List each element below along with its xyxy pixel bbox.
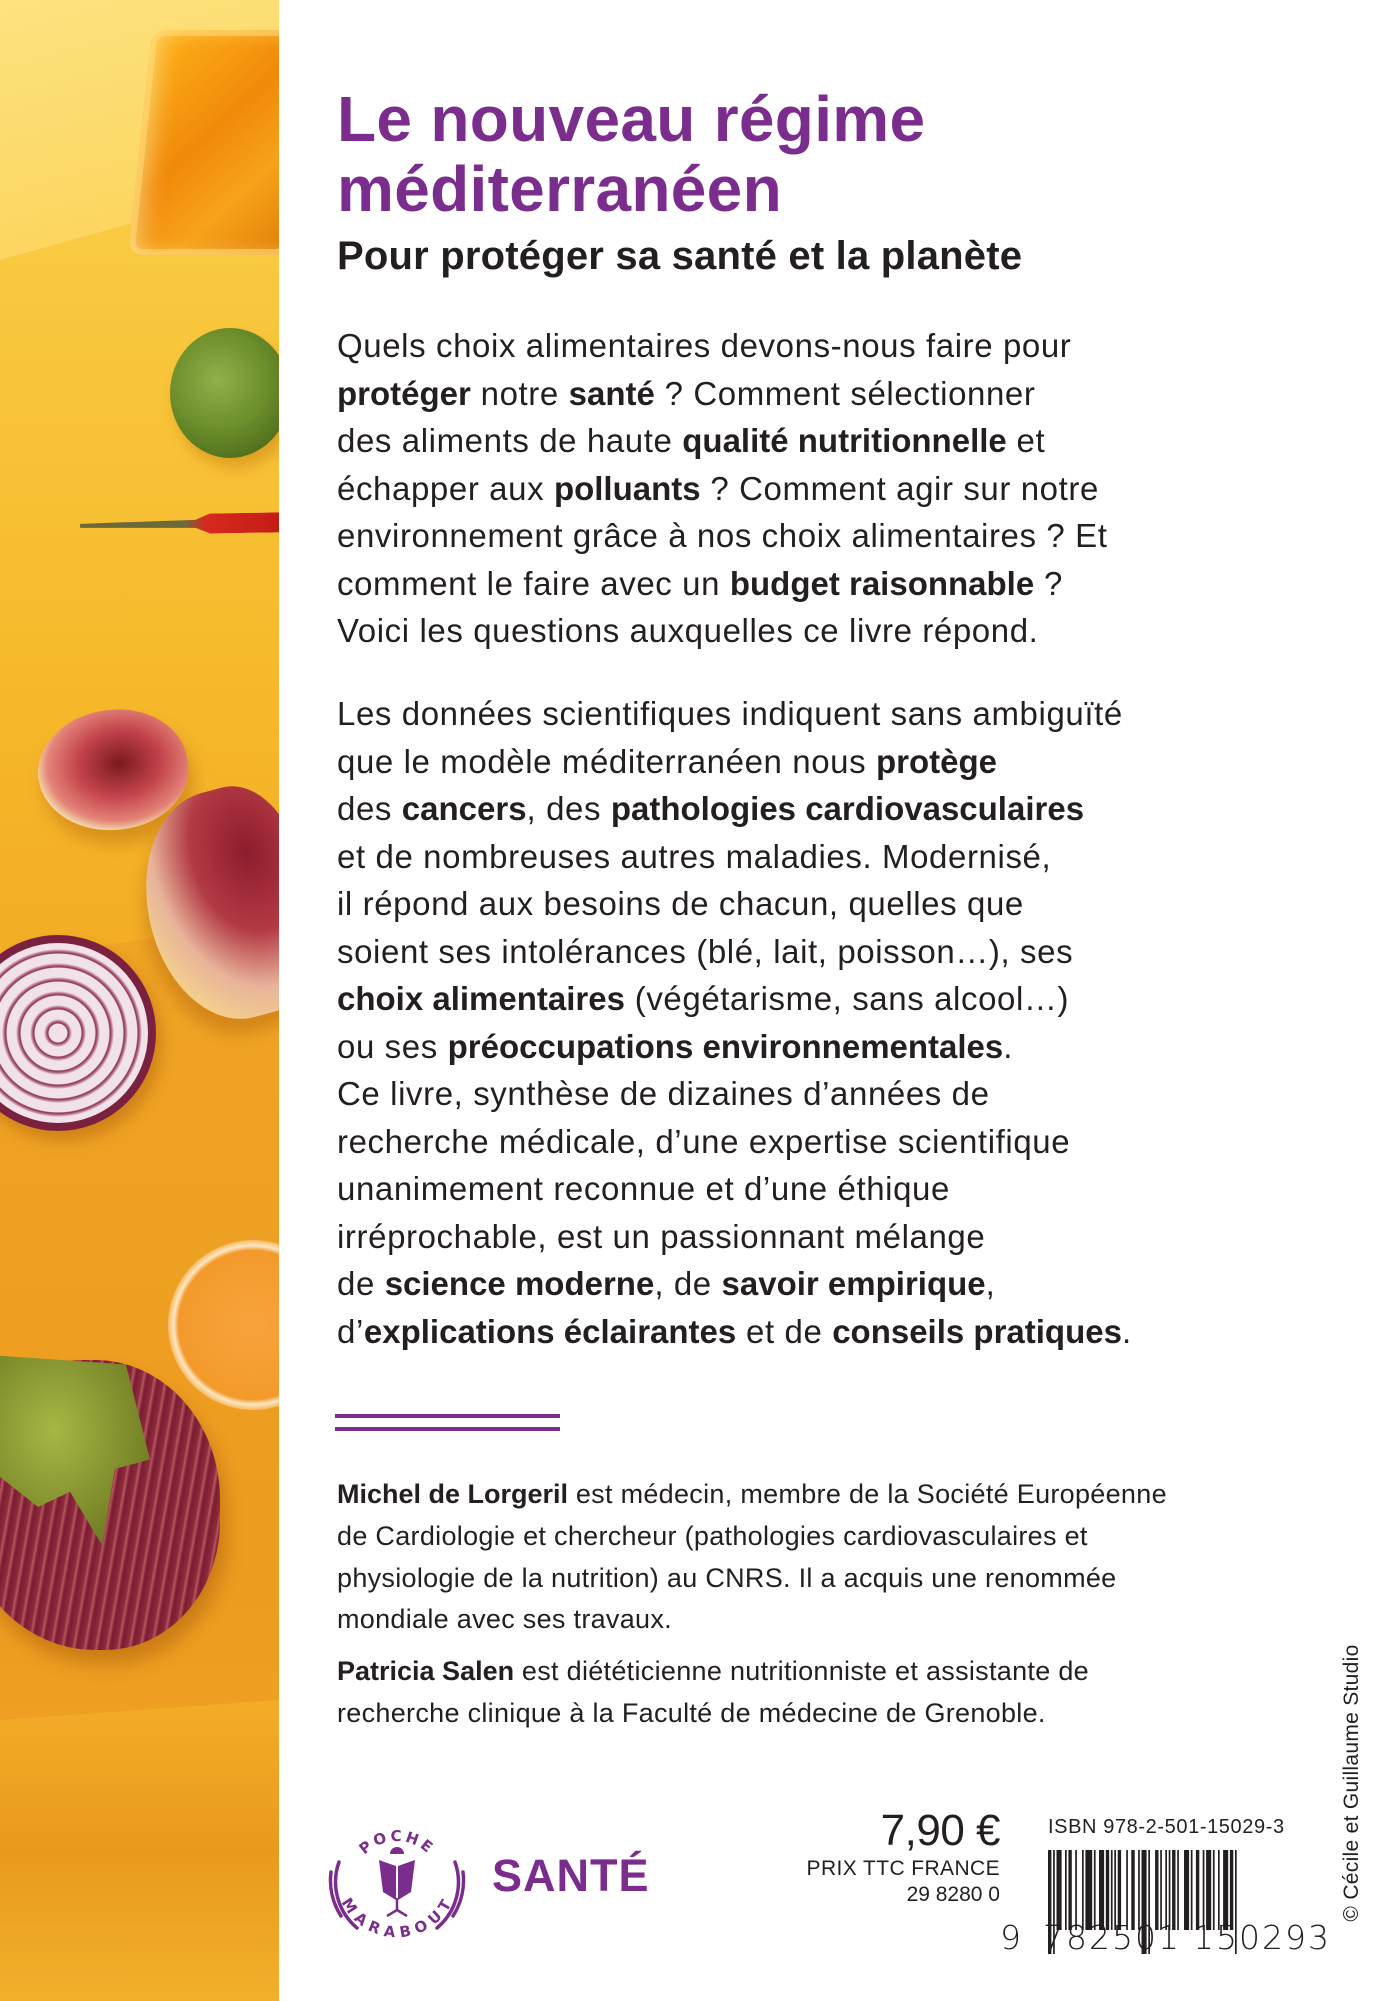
book-title	[337, 84, 925, 224]
emphasis-text: qualité nutritionnelle	[682, 422, 1007, 459]
body-text: (végétarisme, sans alcool…)	[624, 980, 1070, 1017]
emphasis-text: Patricia Salen	[337, 1656, 515, 1686]
price-label: PRIX TTC FRANCE	[806, 1857, 1000, 1880]
text-line	[337, 512, 1107, 560]
body-text: , des	[526, 790, 611, 827]
chili-pepper-image	[80, 512, 279, 536]
text-line	[337, 1260, 1132, 1308]
isbn-label: ISBN 978-2-501-15029-3	[1048, 1816, 1285, 1838]
body-text: Les données scientifiques indiquent sans ambiguïté	[337, 695, 1123, 732]
emphasis-text: budget raisonnable	[729, 564, 1035, 602]
price: 7,90 €	[880, 1806, 1000, 1855]
text-line	[337, 465, 1107, 513]
text-line	[337, 417, 1107, 465]
body-text: mondiale avec ses travaux.	[337, 1604, 672, 1635]
body-text: physiologie de la nutrition) au CNRS. Il a acquis une renommée	[337, 1562, 1117, 1593]
text-line	[337, 1213, 1132, 1261]
barcode-group-2: 150293	[1192, 1918, 1331, 1957]
body-text: est diététicienne nutritionniste et assistante de	[514, 1656, 1089, 1686]
body-text: ,	[985, 1265, 996, 1302]
text-line	[337, 880, 1132, 928]
text-line	[337, 975, 1132, 1023]
price-code: 29 8280 0	[906, 1883, 1000, 1906]
body-text: irréprochable, est un passionnant mélange	[337, 1217, 986, 1255]
cover-photo-strip	[0, 0, 279, 2001]
text-line	[337, 1558, 1167, 1600]
emphasis-text: science moderne	[384, 1265, 655, 1302]
emphasis-text: protéger	[337, 374, 471, 412]
photo-credit: © Cécile et Guillaume Studio	[1340, 1644, 1363, 1922]
body-text: et	[1006, 422, 1046, 459]
body-text: soient ses intolérances (blé, lait, poisson…), ses	[337, 932, 1074, 970]
text-line	[337, 1070, 1132, 1118]
text-line	[337, 1599, 1167, 1641]
broccoli-image	[170, 328, 279, 458]
body-text: et de	[736, 1312, 833, 1350]
text-line	[337, 1118, 1132, 1166]
book-reader-icon	[379, 1847, 415, 1916]
body-text: ? Comment agir sur notre	[700, 469, 1099, 507]
body-text: ou ses	[337, 1027, 448, 1065]
emphasis-text: cancers	[401, 790, 527, 827]
body-text: , de	[654, 1265, 722, 1302]
body-text: .	[1003, 1027, 1014, 1065]
orange-block-image	[0, 1700, 279, 2001]
body-text: recherche médicale, d’une expertise scientifique	[337, 1122, 1071, 1160]
book-subtitle: Pour protéger sa santé et la planète	[337, 234, 1023, 278]
body-text: .	[1121, 1312, 1132, 1350]
author-bio-patricia-salen	[337, 1651, 1089, 1735]
text-line	[337, 560, 1107, 608]
separator-rule-top	[335, 1414, 560, 1418]
emphasis-text: Michel de Lorgeril	[337, 1479, 569, 1509]
emphasis-text: choix alimentaires	[337, 980, 625, 1017]
text-line	[337, 1308, 1132, 1356]
olive-oil-bottle-image	[128, 30, 279, 255]
body-text: unanimement reconnue et d’une éthique	[337, 1170, 950, 1207]
body-text: que le modèle méditerranéen nous	[337, 742, 876, 780]
body-text: Voici les questions auxquelles ce livre répond.	[337, 612, 1039, 649]
body-text: ?	[1034, 564, 1063, 602]
emphasis-text: conseils pratiques	[832, 1312, 1122, 1350]
text-line	[337, 833, 1132, 881]
body-text: Quels choix alimentaires devons-nous faire pour	[337, 327, 1072, 364]
text-line	[337, 1516, 1167, 1558]
emphasis-text: polluants	[553, 469, 701, 507]
text-line	[337, 370, 1107, 418]
body-text: est médecin, membre de la Société Européenne	[568, 1479, 1167, 1509]
text-line	[337, 738, 1132, 786]
body-text: et de nombreuses autres maladies. Modernisé,	[337, 837, 1052, 875]
barcode-lead-digit: 9	[1000, 1918, 1023, 1957]
body-text: environnement grâce à nos choix alimentaires ? Et	[337, 517, 1108, 554]
text-line	[337, 1474, 1167, 1516]
separator-rule-bottom	[335, 1427, 560, 1431]
text-line	[337, 322, 1107, 370]
barcode-digits	[1000, 1918, 1331, 1957]
collection-label: SANTÉ	[492, 1850, 650, 1901]
body-text: de Cardiologie et chercheur (pathologies cardiovasculaires et	[337, 1520, 1088, 1551]
text-line	[337, 690, 1132, 738]
body-text: échapper aux	[337, 469, 554, 507]
poche-marabout-logo	[327, 1810, 467, 1950]
emphasis-text: pathologies cardiovasculaires	[610, 790, 1085, 827]
text-line	[337, 1165, 1132, 1213]
body-text: de	[337, 1265, 385, 1302]
emphasis-text: préoccupations environnementales	[447, 1027, 1004, 1065]
author-bio-michel-de-lorgeril	[337, 1474, 1167, 1641]
text-line	[337, 607, 1107, 655]
emphasis-text: explications éclairantes	[363, 1312, 737, 1350]
text-line	[337, 1651, 1089, 1693]
emphasis-text: savoir empirique	[721, 1265, 986, 1302]
text-line	[337, 785, 1132, 833]
body-text: notre	[470, 374, 569, 412]
title-line-2: méditerranéen	[337, 153, 782, 225]
barcode-group-1: 782501	[1043, 1918, 1181, 1957]
emphasis-text: protège	[875, 742, 997, 780]
logo-text-poche: POCHE	[355, 1827, 439, 1859]
body-text: Ce livre, synthèse de dizaines d’années de	[337, 1075, 990, 1112]
title-line-1: Le nouveau régime	[337, 83, 926, 155]
body-text: comment le faire avec un	[337, 564, 730, 602]
emphasis-text: santé	[568, 374, 655, 412]
body-text: il répond aux besoins de chacun, quelles que	[337, 885, 1024, 922]
text-line	[337, 1023, 1132, 1071]
body-text: recherche clinique à la Faculté de médecine de Grenoble.	[337, 1697, 1046, 1728]
body-text: d’	[337, 1312, 364, 1350]
body-text: des	[337, 790, 402, 827]
logo-text-marabout: MARABOUT	[337, 1894, 457, 1942]
body-text: des aliments de haute	[337, 422, 683, 459]
text-line	[337, 1693, 1089, 1735]
blurb-paragraph-1	[337, 322, 1107, 655]
blurb-paragraph-2	[337, 690, 1132, 1355]
body-text: ? Comment sélectionner	[654, 374, 1036, 412]
text-line	[337, 928, 1132, 976]
